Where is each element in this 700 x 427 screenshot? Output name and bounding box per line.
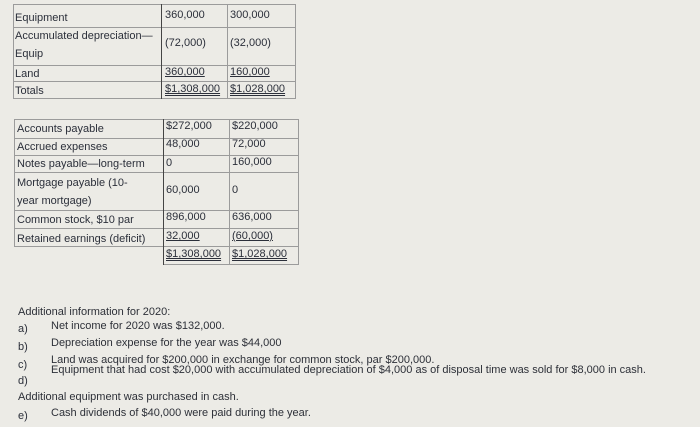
row-label-land: Land <box>15 68 40 80</box>
retained-earnings-2020: 32,000 <box>166 230 200 242</box>
liab-totals-2019: $1,028,000 <box>232 248 288 260</box>
row-label-retained-earnings: Retained earnings (deficit) <box>17 233 146 245</box>
common-stock-2020: 896,000 <box>166 211 206 223</box>
totals-2019: $1,028,000 <box>230 83 286 95</box>
row-label-notes-payable: Notes payable—long-term <box>17 158 145 170</box>
notes-payable-2019: 160,000 <box>232 156 272 168</box>
land-2019: 160,000 <box>230 66 270 78</box>
row-label-mortgage-line1: Mortgage payable (10- <box>17 177 128 189</box>
mortgage-2019: 0 <box>232 184 239 196</box>
accounts-payable-2019: $220,000 <box>232 120 278 132</box>
table-rule <box>14 246 299 247</box>
accrued-expenses-2019: 72,000 <box>232 138 266 150</box>
table-rule <box>14 172 299 173</box>
row-label-common-stock: Common stock, $10 par <box>17 214 134 226</box>
row-label-equipment: Equipment <box>15 12 68 24</box>
table-rule <box>227 4 228 99</box>
table-rule <box>298 119 299 265</box>
table-rule <box>161 4 162 99</box>
additional-heading: Additional information for 2020: <box>18 306 171 318</box>
table-rule <box>13 4 296 5</box>
row-label-mortgage-line2: year mortgage) <box>17 195 92 207</box>
table-rule <box>163 264 299 265</box>
liab-totals-2020: $1,308,000 <box>166 248 222 260</box>
item-text: Cash dividends of $40,000 were paid during the year. <box>51 407 311 419</box>
item-letter: d) <box>18 375 28 387</box>
accrued-expenses-2020: 48,000 <box>166 138 200 150</box>
notes-payable-2020: 0 <box>166 157 173 169</box>
table-rule <box>14 119 15 247</box>
table-rule <box>13 98 296 99</box>
mortgage-2020: 60,000 <box>166 184 200 196</box>
item-letter: a) <box>18 323 28 335</box>
table-rule <box>14 228 299 229</box>
row-label-accounts-payable: Accounts payable <box>17 123 104 135</box>
item-text: Equipment that had cost $20,000 with accumulated depreciation of $4,000 as of disposal time was sold for $8,000 in cash. <box>51 364 646 376</box>
equipment-2019: 300,000 <box>230 9 270 21</box>
row-label-accum-dep-line2: Equip <box>15 48 44 60</box>
item-text: Net income for 2020 was $132,000. <box>51 320 225 332</box>
table-rule <box>163 119 164 265</box>
totals-2020: $1,308,000 <box>165 83 221 95</box>
accounts-payable-2020: $272,000 <box>166 120 212 132</box>
accum-dep-2019: (32,000) <box>230 37 271 49</box>
additional-extra-line: Additional equipment was purchased in cash. <box>18 391 239 403</box>
equipment-2020: 360,000 <box>165 9 205 21</box>
item-letter: c) <box>18 359 28 371</box>
retained-earnings-2019: (60,000) <box>232 230 273 242</box>
row-label-accum-dep-line1: Accumulated depreciation— <box>15 30 153 42</box>
item-letter: e) <box>18 410 28 422</box>
land-2020: 360,000 <box>165 66 205 78</box>
item-text: Depreciation expense for the year was $44,000 <box>51 337 282 349</box>
table-rule <box>13 81 296 82</box>
table-rule <box>13 4 14 99</box>
row-label-totals: Totals <box>15 85 44 97</box>
common-stock-2019: 636,000 <box>232 211 272 223</box>
table-rule <box>13 27 296 28</box>
item-letter: b) <box>18 341 28 353</box>
table-rule <box>229 119 230 265</box>
item-text: Land was acquired for $200,000 in exchange for common stock, par $200,000. <box>51 354 435 366</box>
row-label-accrued-expenses: Accrued expenses <box>17 141 108 153</box>
table-rule <box>295 4 296 99</box>
accum-dep-2020: (72,000) <box>165 37 206 49</box>
